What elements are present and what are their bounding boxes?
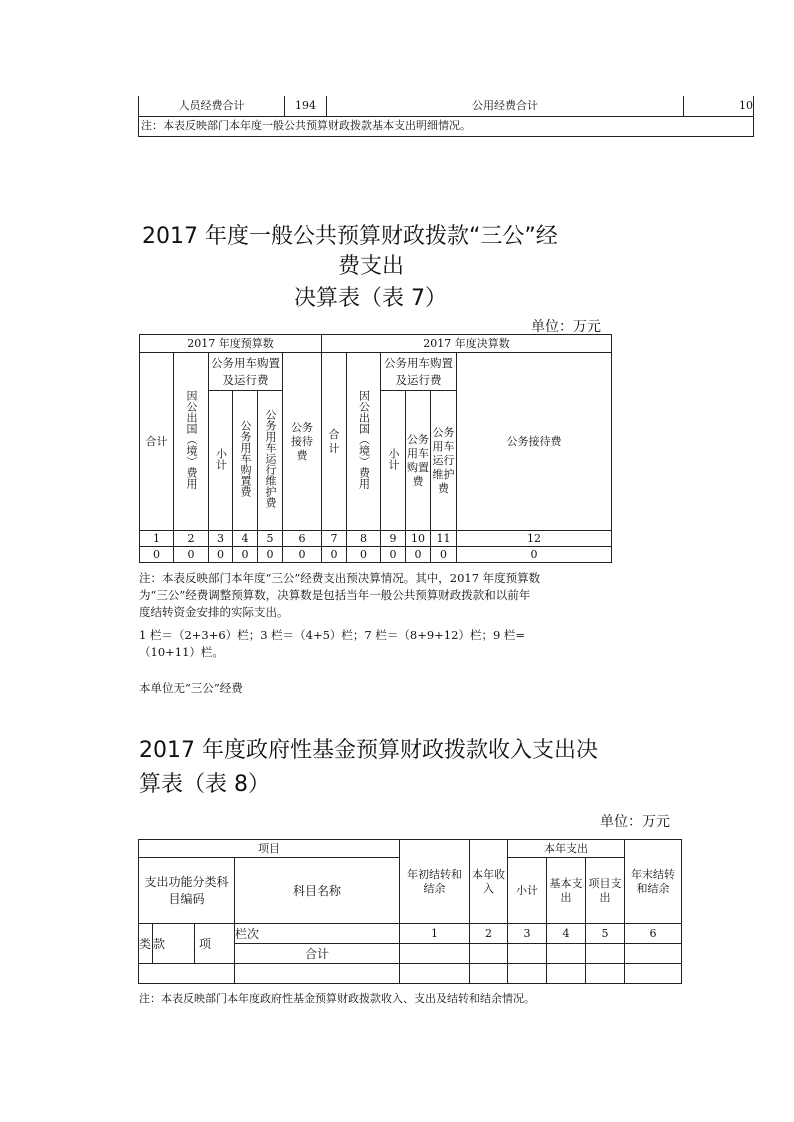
top-table-fragment <box>138 96 754 137</box>
value-cell: 0 <box>322 547 347 563</box>
empty-cell <box>586 964 625 984</box>
budget-car-operation: 公务用车运行维护费 <box>258 391 283 531</box>
table7-unit: 单位：万元 <box>531 319 601 335</box>
table7-note-line3: 度结转资金安排的实际支出。 <box>139 605 289 619</box>
total-cell <box>508 944 547 964</box>
public-value: 10 <box>684 96 754 116</box>
xiang-header: 项 <box>195 924 235 964</box>
item-header: 项目 <box>139 840 400 858</box>
final-subtotal: 小计 <box>381 391 406 531</box>
table8-title-line1: 2017 年度政府性基金预算财政拨款收入支出决 <box>139 738 598 763</box>
total-cell <box>586 944 625 964</box>
value-cell: 0 <box>233 547 258 563</box>
table7-title-line1: 2017 年度一般公共预算财政拨款“三公”经 <box>142 224 558 249</box>
col-number: 2 <box>174 531 209 547</box>
table7-note <box>139 570 619 621</box>
budget-header: 2017 年度预算数 <box>140 335 322 353</box>
value-cell: 0 <box>140 547 174 563</box>
personnel-value: 194 <box>285 96 327 116</box>
col-number: 2 <box>470 924 508 944</box>
table7-title-line2: 费支出 <box>338 254 405 279</box>
col-number: 3 <box>209 531 233 547</box>
value-cell: 0 <box>406 547 431 563</box>
budget-abroad: 因公出国（境）费用 <box>174 353 209 531</box>
table8-title <box>139 734 739 802</box>
budget-subtotal: 小计 <box>209 391 233 531</box>
table7-note-line1: 注：本表反映部门本年度“三公”经费支出预决算情况。其中，2017 年度预算数 <box>139 571 541 585</box>
no-expense-statement: 本单位无“三公”经费 <box>139 681 243 695</box>
total-label: 合计 <box>235 944 400 964</box>
col-number: 1 <box>400 924 470 944</box>
expense-header: 本年支出 <box>508 840 625 858</box>
empty-cell <box>400 964 470 984</box>
total-cell <box>470 944 508 964</box>
col-number: 9 <box>381 531 406 547</box>
public-label: 公用经费合计 <box>327 96 684 116</box>
col-number: 5 <box>258 531 283 547</box>
value-cell: 0 <box>431 547 457 563</box>
col-number: 8 <box>347 531 381 547</box>
col-number: 4 <box>233 531 258 547</box>
value-cell: 0 <box>381 547 406 563</box>
final-reception: 公务接待费 <box>457 353 612 531</box>
subject-name-header: 科目名称 <box>235 858 400 924</box>
opening-balance-header: 年初结转和结余 <box>400 840 470 924</box>
budget-car-header: 公务用车购置及运行费 <box>209 353 283 391</box>
col-number: 1 <box>140 531 174 547</box>
col-number: 5 <box>586 924 625 944</box>
empty-cell <box>139 964 235 984</box>
empty-cell <box>547 964 586 984</box>
income-header: 本年收入 <box>470 840 508 924</box>
total-cell <box>547 944 586 964</box>
value-cell: 0 <box>174 547 209 563</box>
empty-cell <box>625 964 682 984</box>
empty-cell <box>470 964 508 984</box>
table7-formula <box>139 627 619 661</box>
personnel-label: 人员经费合计 <box>139 96 285 116</box>
final-car-operation: 公务用车运行维护费 <box>431 391 457 531</box>
col-number: 11 <box>431 531 457 547</box>
lanci-label: 栏次 <box>235 924 400 944</box>
closing-balance-header: 年末结转和结余 <box>625 840 682 924</box>
final-abroad: 因公出国（境）费用 <box>347 353 381 531</box>
empty-cell <box>235 964 400 984</box>
func-code-header: 支出功能分类科目编码 <box>139 858 235 924</box>
final-total: 合计 <box>322 353 347 531</box>
col-number: 6 <box>625 924 682 944</box>
empty-cell <box>508 964 547 984</box>
col-number: 6 <box>283 531 322 547</box>
kuan-header: 款 <box>153 924 195 964</box>
col-number: 4 <box>547 924 586 944</box>
table7-formula-line1: 1 栏＝（2+3+6）栏；3 栏＝（4+5）栏；7 栏＝（8+9+12）栏；9 栏= <box>139 628 526 642</box>
col-number: 3 <box>508 924 547 944</box>
table7-note-line2: 为“三公”经费调整预算数，决算数是包括当年一般公共预算财政拨款和以前年 <box>139 588 531 602</box>
table7 <box>139 334 612 563</box>
lei-header: 类 <box>139 924 153 964</box>
col-number: 12 <box>457 531 612 547</box>
budget-reception: 公务接待费 <box>283 353 322 531</box>
value-cell: 0 <box>258 547 283 563</box>
value-cell: 0 <box>457 547 612 563</box>
basic-header: 基本支出 <box>547 858 586 924</box>
table7-title-line3: 决算表（表 7） <box>294 286 447 311</box>
value-cell: 0 <box>209 547 233 563</box>
value-cell: 0 <box>283 547 322 563</box>
table8 <box>138 839 682 984</box>
project-header: 项目支出 <box>586 858 625 924</box>
total-cell <box>400 944 470 964</box>
table8-title-line2: 算表（表 8） <box>139 772 270 797</box>
budget-car-purchase: 公务用车购置费 <box>233 391 258 531</box>
col-number: 7 <box>322 531 347 547</box>
table8-note: 注：本表反映部门本年度政府性基金预算财政拨款收入、支出及结转和结余情况。 <box>139 992 535 1005</box>
table7-formula-line2: （10+11）栏。 <box>139 645 224 659</box>
subtotal-header: 小计 <box>508 858 547 924</box>
final-header: 2017 年度决算数 <box>322 335 612 353</box>
top-table-note: 注：本表反映部门本年度一般公共预算财政拨款基本支出明细情况。 <box>139 116 754 136</box>
table8-unit: 单位：万元 <box>600 814 670 830</box>
total-cell <box>625 944 682 964</box>
final-car-header: 公务用车购置及运行费 <box>381 353 457 391</box>
col-number: 10 <box>406 531 431 547</box>
value-cell: 0 <box>347 547 381 563</box>
budget-total: 合计 <box>140 353 174 531</box>
final-car-purchase: 公务用车购置费 <box>406 391 431 531</box>
